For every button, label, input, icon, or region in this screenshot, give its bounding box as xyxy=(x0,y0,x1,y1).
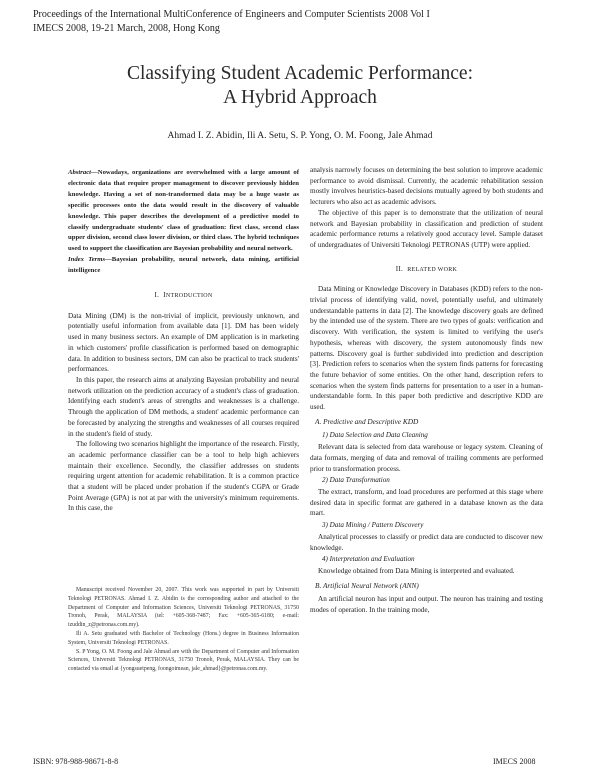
footnotes xyxy=(68,586,299,674)
index-terms xyxy=(68,255,299,277)
intro-numeral: I. xyxy=(154,291,160,300)
intro-paragraph-3: The following two scenarios highlight the importance of the research. Firstly, an academic performance classifier can be a tool to help high achievers maintain their excellence. Secondly, the classifier addresses on students requiring urgent attention for academic rehabilitation. It is a common practice that a student will be placed under probation if the student's CGPA or Grade Point Average (GPA) is not at par with the university's minimum requirements. In this case, the xyxy=(68,440,299,513)
right-column xyxy=(310,165,543,616)
related-numeral: II. xyxy=(395,264,404,273)
subsection-heading-a: A. Predictive and Descriptive KDD xyxy=(315,416,419,426)
footnote-setu: Ili A. Setu graduated with Bachelor of Technology (Hons.) degree in Business Information System, Universiti Teknologi PETRONAS. xyxy=(68,630,299,646)
index-terms-label: Index Terms xyxy=(68,256,106,264)
footer-isbn: ISBN: 978-988-98671-8-8 xyxy=(33,757,119,766)
header-line-2: IMECS 2008, 19-21 March, 2008, Hong Kong xyxy=(33,23,220,34)
step-text-4: Knowledge obtained from Data Mining is interpreted and evaluated. xyxy=(318,566,515,575)
proceedings-header xyxy=(33,8,430,36)
paper-title xyxy=(0,62,600,110)
step-text-1: Relevant data is selected from data warehouse or legacy system. Cleaning of data formats, merging of data and removal of trailing comments are performed prior to transformation process. xyxy=(310,443,543,473)
step-heading-2: 2) Data Transformation xyxy=(322,476,390,485)
footer-conference: IMECS 2008 xyxy=(493,757,536,766)
section-heading-introduction xyxy=(68,290,299,302)
related-heading: RELATED WORK xyxy=(407,266,458,273)
footnote-coauthors: S. P Yong, O. M. Foong and Jale Ahmad are with the Department of Computer and Information Sciences, Universiti Teknologi PETRONAS, 31750 Tronoh, Perak, MALAYSIA. They can be contacted via email at {yongsuetpeng, foongoimean, jale_ahmad}@petronas.com.my. xyxy=(68,648,299,673)
abstract-label: Abstract xyxy=(68,169,92,176)
intro-heading-rest: NTRODUCTION xyxy=(165,293,213,300)
abstract-text: —Nowadays, organizations are overwhelmed with a large amount of electronic data that require proper management to discover previously hidden knowledge. Having a set of non-transformed data may be a huge waste as specific processes onto the data would result in the discovery of valuable knowledge. This paper describes the development of a predictive model to classify undergraduate students' class of graduation: first class, second class upper division, second class lower division, or third class. The hybrid techniques used to support the classification are Bayesian probability and neural network. xyxy=(68,169,299,253)
step-text-2: The extract, transform, and load procedures are performed at this stage where desired data in specific format are gathered in a database known as the data mart. xyxy=(310,487,543,518)
related-work-paragraph: Data Mining or Knowledge Discovery in Databases (KDD) refers to the non-trivial process of identifying valid, novel, potentially useful, and ultimately understandable patterns in data [2]. The knowledge discovery goals are defined by the intended use of the system. There are two types of goals: verification and discovery. With verification, the system is limited to verifying the user's hypothesis, whereas with discovery, the system autonomously finds new patterns. Discovery goal is further subdivided into prediction and description [3]. Prediction refers to scenarios when the system finds patterns for forecasting the future behavior of some entities. On the other hand, description refers to scenarios when the system finds patterns for presentation to a user in a human-understandable form. In this paper both predictive and descriptive KDD are used. xyxy=(310,285,543,412)
intro-paragraph-1: Data Mining (DM) is the non-trivial of implicit, previously unknown, and potentially useful information from available data [1]. DM has been widely used in many business sectors. An example of DM application is in marketing in which customers' profile classification is performed based on demographic data. In addition to business sectors, DM can also be practical to track students' performances. xyxy=(68,311,299,374)
step-heading-4: 4) Interpretation and Evaluation xyxy=(322,555,415,564)
index-terms-text: —Bayesian probability, neural network, data mining, artificial intelligence xyxy=(68,256,299,275)
step-text-3: Analytical processes to classify or predict data are conducted to discover new knowledge. xyxy=(310,532,543,552)
step-heading-1: 1) Data Selection and Data Cleaning xyxy=(322,431,428,440)
subsection-heading-b: B. Artificial Neural Network (ANN) xyxy=(315,580,419,590)
intro-paragraph-continued: analysis narrowly focuses on determining the best solution to improve academic performance to avoid dismissal. Currently, the academic rehabilitation session mostly involves heuristics-based decisions mutually agreed by both students and lecturers who also act as academic advisors. xyxy=(310,166,543,207)
step-heading-3: 3) Data Mining / Pattern Discovery xyxy=(322,521,424,530)
header-line-1: Proceedings of the International MultiConference of Engineers and Computer Scientists 2008 Vol I xyxy=(33,9,430,20)
footnote-manuscript: Manuscript received November 20, 2007. This work was supported in part by Universiti Teknologi PETRONAS. Ahmad I. Z. Abidin is the corresponding author and attached to the Department of Computer and Information Sciences, Universiti Teknologi PETRONAS, 31750 Tronoh, Perak, MALAYSIA (tel: +605-368-7487; Fax: +605-365-6180; e-mail: izuddin_z@petronas.com.my). xyxy=(68,587,299,629)
left-column xyxy=(68,168,299,514)
abstract xyxy=(68,168,299,255)
author-list: Ahmad I. Z. Abidin, Ili A. Setu, S. P. Yong, O. M. Foong, Jale Ahmad xyxy=(167,131,433,141)
intro-paragraph-2: In this paper, the research aims at analyzing Bayesian probability and neural network utilization on the prediction accuracy of a student's class of graduation. Identifying each student's areas of strengths and weaknesses is a challenge. Through the application of DM methods, a student' academic performance can be forecasted by analyzing the strengths and weaknesses of all courses required in the student's field of study. xyxy=(68,375,299,438)
section-heading-related-work xyxy=(310,264,543,276)
title-line-1: Classifying Student Academic Performance: xyxy=(126,63,474,84)
objective-paragraph: The objective of this paper is to demonstrate that the utilization of neural network and Bayesian probability in classification and prediction of student academic performance returns a relatively good accuracy level. Sample dataset of undergraduates of Universiti Teknologi PETRONAS (UTP) were applied. xyxy=(310,208,543,249)
ann-paragraph: An artificial neuron has input and output. The neuron has training and testing modes of operation. In the training mode, xyxy=(310,595,543,615)
intro-heading-initial: I xyxy=(163,291,166,300)
title-line-2: A Hybrid Approach xyxy=(223,87,377,108)
